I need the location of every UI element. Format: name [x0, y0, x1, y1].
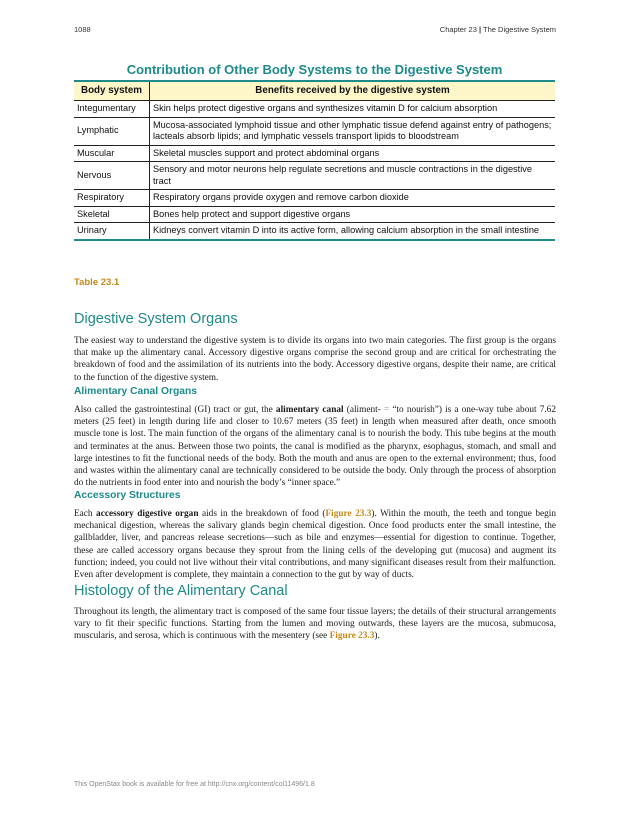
text-run: Each — [74, 509, 97, 519]
column-header-benefits: Benefits received by the digestive system — [150, 81, 556, 101]
column-header-body-system: Body system — [74, 81, 150, 101]
text-run: ). — [374, 631, 380, 642]
intro-paragraph — [74, 335, 556, 384]
table-title: Contribution of Other Body Systems to the Digestive System — [126, 62, 503, 77]
chapter-title: The Digestive System — [483, 25, 556, 34]
body-systems-table — [74, 80, 555, 241]
system-cell: Lymphatic — [74, 117, 150, 145]
benefit-cell: Skin helps protect digestive organs and synthesizes vitamin D for calcium absorption — [150, 101, 556, 118]
header-separator: | — [478, 25, 482, 34]
system-cell: Integumentary — [74, 101, 150, 118]
chapter-number: Chapter 23 — [439, 25, 477, 34]
key-term: alimentary canal — [275, 405, 344, 415]
subheading-accessory-structures: Accessory Structures — [74, 490, 181, 501]
key-term: accessory digestive organ — [96, 509, 199, 519]
text-run: Throughout its length, the alimentary tract is composed of the same four tissue layers; the details of their structural arrangements vary to fit their specific functions. Starting from the lumen and moving outwards, these layers are the mucosa, submucosa, muscularis, and serosa, which is continuous with the mesentery (see — [74, 607, 556, 642]
paragraph-text: The easiest way to understand the digestive system is to divide its organs into two main categories. The first group is the organs that make up the alimentary canal. Accessory digestive organs comprise the second group and are critical for orchestrating the breakdown of food and the assimilation of its nutrients into the body. Accessory digestive organs, despite their name, are critical to the function of the digestive system. — [74, 336, 556, 383]
text-run: (aliment- — [343, 405, 384, 415]
system-cell: Nervous — [74, 162, 150, 190]
text-run: aids in the breakdown of food ( — [198, 509, 326, 519]
benefit-cell: Sensory and motor neurons help regulate secretions and muscle contractions in the digestive tract — [150, 162, 556, 190]
benefit-cell: Bones help protect and support digestive organs — [150, 206, 556, 223]
table-header-row — [74, 81, 555, 101]
footer-note: This OpenStax book is available for free at http://cnx.org/content/col11496/1.8 — [74, 781, 315, 788]
table-row — [74, 117, 555, 145]
page-number: 1088 — [74, 25, 91, 34]
figure-link[interactable]: Figure 23.3 — [329, 631, 375, 642]
table-label: Table 23.1 — [74, 277, 120, 288]
system-cell: Urinary — [74, 223, 150, 240]
alimentary-paragraph — [74, 404, 556, 489]
table-row — [74, 101, 555, 118]
table-row — [74, 223, 555, 240]
benefit-cell: Mucosa-associated lymphoid tissue and other lymphatic tissue defend against entry of pathogens; lacteals absorb lipids; and lymphatic vessels transport lipids to bloodstream — [150, 117, 556, 145]
system-cell: Respiratory — [74, 190, 150, 207]
table-row — [74, 162, 555, 190]
subheading-alimentary-canal: Alimentary Canal Organs — [74, 386, 198, 397]
histology-paragraph — [74, 606, 556, 643]
running-header — [440, 25, 556, 34]
section-heading-histology: Histology of the Alimentary Canal — [74, 583, 288, 599]
benefit-cell: Respiratory organs provide oxygen and remove carbon dioxide — [150, 190, 556, 207]
table-row — [74, 190, 555, 207]
table-row — [74, 145, 555, 162]
benefit-cell: Skeletal muscles support and protect abdominal organs — [150, 145, 556, 162]
section-heading-digestive-organs: Digestive System Organs — [74, 311, 238, 327]
text-run: “to nourish”) is a one-way tube about 7.62 meters (25 feet) in length during life and closer to 10.67 meters (35 feet) in length when measured after death, once smooth muscle tone is lost. The main function of the organs of the alimentary canal is to nourish the body. This tube begins at the mouth and terminates at the anus. Between those two points, the canal is modified as the pharynx, esophagus, stomach, and small and large intestines to fit the functional needs of the body. Both the mouth and anus are open to the external environment; thus, food and wastes within the alimentary canal are technically considered to be outside the body. Only through the process of absorption do the nutrients in food enter into and nourish the body’s “inner space.” — [74, 405, 556, 489]
equals-symbol: = — [383, 405, 390, 415]
text-run: Also called the gastrointestinal (GI) tract or gut, the — [74, 405, 276, 415]
figure-link[interactable]: Figure 23.3 — [325, 509, 372, 519]
paragraph-text — [74, 508, 556, 581]
accessory-paragraph — [74, 508, 556, 581]
system-cell: Skeletal — [74, 206, 150, 223]
benefit-cell: Kidneys convert vitamin D into its active form, allowing calcium absorption in the small intestine — [150, 223, 556, 240]
paragraph-text — [74, 606, 556, 643]
table-row — [74, 206, 555, 223]
text-run: ). Within the mouth, the teeth and tongue begin mechanical digestion, whereas the salivary glands begin chemical digestion. Once food products enter the small intestine, the gallbladder, liver, and pancreas release secretions—such as bile and enzymes—essential for digestion to continue. Together, these are called accessory organs because they sprout from the lining cells of the developing gut (mucosa) and augment its function; indeed, you could not live without their vital contributions, and many significant diseases result from their malfunction. Even after development is complete, they maintain a connection to the gut by way of ducts. — [74, 509, 556, 581]
paragraph-text — [74, 404, 556, 489]
system-cell: Muscular — [74, 145, 150, 162]
